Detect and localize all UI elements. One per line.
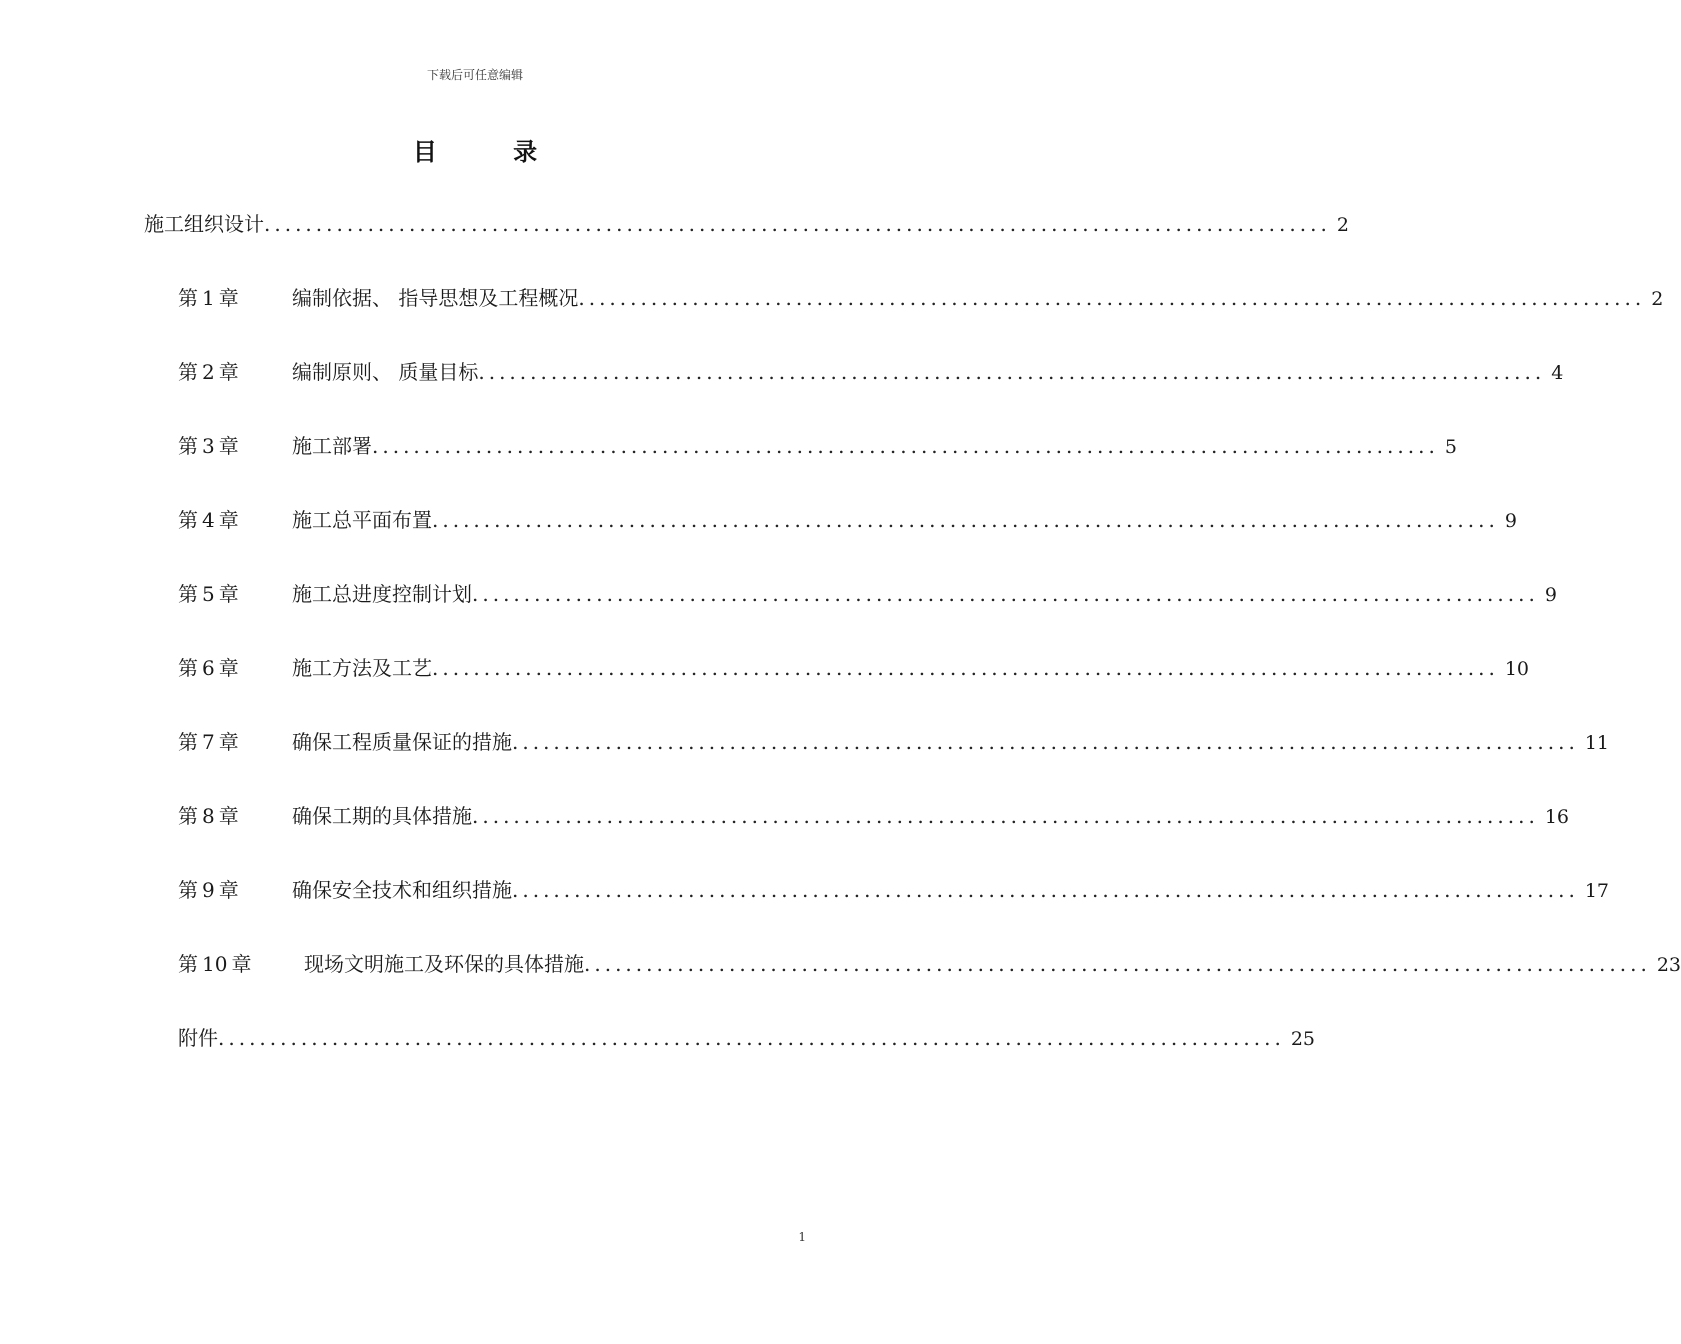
toc-entry-title: 现场文明施工及环保的具体措施 <box>304 952 584 976</box>
toc-page-number: 16 <box>1544 806 1570 828</box>
toc-entry[interactable] <box>178 1023 1316 1053</box>
toc-title: 目 录 <box>412 138 572 166</box>
toc-entry-title: 施工总进度控制计划 <box>292 582 472 606</box>
toc-leader-dots: ....................................................................................................... <box>218 1026 1285 1050</box>
toc-chapter-label: 第 5 章 <box>178 582 239 606</box>
toc-page-number: 5 <box>1444 436 1457 458</box>
toc-leader-dots: ....................................................................................................... <box>472 804 1539 828</box>
toc-entry[interactable] <box>178 283 1664 313</box>
toc-entry[interactable] <box>178 653 1530 683</box>
toc-leader-dots: ....................................................................................................... <box>472 582 1539 606</box>
toc-leader-dots: ....................................................................................................... <box>578 286 1646 310</box>
toc-chapter-label: 第 9 章 <box>178 878 239 902</box>
toc-page-number: 9 <box>1544 584 1557 606</box>
toc-entry[interactable] <box>178 875 1610 905</box>
toc-chapter-label: 第 6 章 <box>178 656 239 680</box>
toc-entry-title: 附件 <box>178 1026 218 1050</box>
toc-entry[interactable] <box>178 949 1681 979</box>
toc-chapter-label: 第 1 章 <box>178 286 239 310</box>
toc-entry-title: 施工总平面布置 <box>292 508 432 532</box>
toc-page-number: 9 <box>1504 510 1517 532</box>
toc-entry-title: 编制依据、 指导思想及工程概况 <box>292 286 579 310</box>
toc-page-number: 23 <box>1656 954 1681 976</box>
toc-entry-title: 施工组织设计 <box>144 212 264 236</box>
toc-entry[interactable] <box>178 801 1570 831</box>
toc-entry-title: 确保工程质量保证的措施 <box>292 730 512 754</box>
toc-entry[interactable] <box>178 357 1564 387</box>
page-header: 下载后可任意编辑 <box>426 68 523 82</box>
toc-page-number: 25 <box>1290 1028 1316 1050</box>
toc-leader-dots: ....................................................................................................... <box>432 508 1499 532</box>
toc-chapter-label: 第 2 章 <box>178 360 239 384</box>
toc-entry[interactable] <box>178 727 1610 757</box>
toc-leader-dots: ....................................................................................................... <box>478 360 1546 384</box>
toc-entry-title: 确保工期的具体措施 <box>292 804 472 828</box>
toc-chapter-label: 第 3 章 <box>178 434 239 458</box>
toc-page-number: 10 <box>1504 658 1530 680</box>
toc-chapter-label: 第 8 章 <box>178 804 239 828</box>
toc-entry-title: 确保安全技术和组织措施 <box>292 878 512 902</box>
toc-page-number: 2 <box>1651 288 1664 310</box>
toc-entry[interactable] <box>178 505 1517 535</box>
toc-leader-dots: ....................................................................................................... <box>512 730 1579 754</box>
toc-entry[interactable] <box>178 579 1557 609</box>
toc-leader-dots: ....................................................................................................... <box>432 656 1499 680</box>
toc-entry[interactable] <box>144 209 1349 239</box>
toc-entry-title: 编制原则、 质量目标 <box>292 360 479 384</box>
toc-leader-dots: ....................................................................................................... <box>372 434 1439 458</box>
toc-leader-dots: ....................................................................................................... <box>512 878 1579 902</box>
toc-entry[interactable] <box>178 431 1457 461</box>
toc-page-number: 11 <box>1584 732 1610 754</box>
toc-page-number: 4 <box>1551 362 1564 384</box>
page-number: 1 <box>798 1230 806 1244</box>
toc-entry-title: 施工部署 <box>292 434 372 458</box>
toc-chapter-label: 第 10 章 <box>178 952 252 976</box>
toc-chapter-label: 第 7 章 <box>178 730 239 754</box>
toc-chapter-label: 第 4 章 <box>178 508 239 532</box>
toc-page-number: 17 <box>1584 880 1610 902</box>
toc-leader-dots: ....................................................................................................... <box>264 212 1331 236</box>
toc-page-number: 2 <box>1336 214 1349 236</box>
toc-leader-dots: ....................................................................................................... <box>584 952 1651 976</box>
toc-entry-title: 施工方法及工艺 <box>292 656 432 680</box>
